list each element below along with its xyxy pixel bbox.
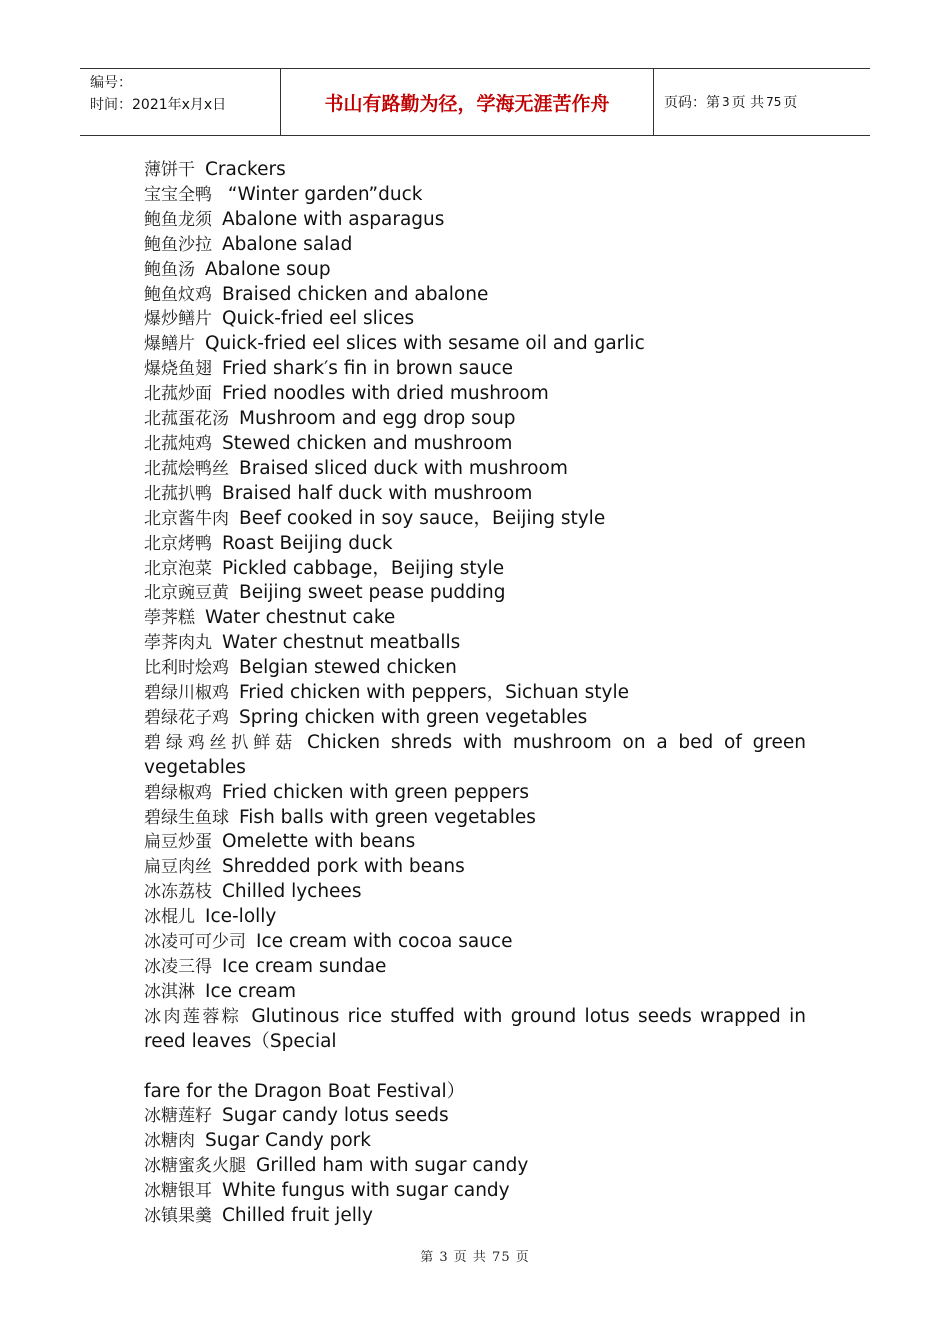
dish-chinese-name: 鲍鱼龙须 [144,209,212,230]
dish-chinese-name: 荸荠糕 [144,608,195,629]
dish-english-name: Ice cream [205,980,297,1002]
dish-english-name: Crackers [205,159,286,180]
dish-chinese-name: 宝宝全鸭 [144,184,212,205]
dish-english-name: Fried shark′s fin in brown sauce [222,358,514,380]
dish-english-name: Grilled ham with sugar candy [256,1155,529,1177]
menu-entry [144,233,806,258]
menu-entry [144,781,806,806]
dish-english-name: Sugar Candy pork [205,1130,371,1152]
dish-chinese-name: 冰糖蜜炙火腿 [144,1156,246,1177]
menu-entry [144,332,806,357]
menu-entry [144,382,806,407]
menu-entry [144,457,806,482]
dish-chinese-name: 比利时烩鸡 [144,658,229,679]
dish-english-name: Braised half duck with mushroom [222,482,533,504]
dish-english-name: Quick-fried eel slices with sesame oil and garlic [205,333,645,355]
dish-english-name: Mushroom and egg drop soup [239,408,516,430]
dish-chinese-name: 北京烤鸭 [144,533,212,554]
menu-entry [144,1104,806,1129]
menu-entry [144,656,806,681]
dish-english-name: Chilled fruit jelly [222,1205,373,1227]
dish-english-name: White fungus with sugar candy [222,1180,510,1202]
menu-entry [144,880,806,905]
header-page-info [654,69,870,135]
dish-chinese-name: 鲍鱼沙拉 [144,234,212,255]
dish-english-name: Water chestnut meatballs [222,632,461,654]
dish-english-name: Ice-lolly [205,906,277,928]
page-current: 3 [722,95,730,109]
dish-english-name: Glutinous rice stuffed with ground lotus seeds wrapped in reed leaves（Special [144,1005,806,1052]
dish-chinese-name: 北京酱牛肉 [144,508,229,529]
dish-chinese-name: 冰糖莲籽 [144,1106,212,1127]
dish-english-name: Abalone with asparagus [222,208,445,230]
page-suffix: 页 [783,95,798,111]
document-time: 时间：2021年x月x日 [90,97,227,113]
menu-entry [144,407,806,432]
dish-english-name: Beijing sweet pease pudding [239,582,506,604]
dish-english-name: Pickled cabbage，Beijing style [222,557,505,579]
dish-chinese-name: 荸荠肉丸 [144,633,212,654]
menu-entry [144,980,806,1005]
dish-chinese-name: 北菰烩鸭丝 [144,458,229,479]
dish-chinese-name: 北菰蛋花汤 [144,409,229,430]
menu-entry [144,357,806,382]
menu-entry [144,581,806,606]
menu-entry [144,1204,806,1229]
dish-english-name: Fried chicken with peppers，Sichuan style [239,682,629,704]
dish-english-name: Spring chicken with green vegetables [239,706,588,728]
dish-english-name: Fish balls with green vegetables [239,806,536,828]
dish-chinese-name: 北京泡菜 [144,558,212,579]
dish-english-name: Fried noodles with dried mushroom [222,383,549,405]
page-prefix: 页码：第 [664,95,720,111]
menu-entry [144,955,806,980]
menu-entry [144,930,806,955]
dish-english-name: Quick-fried eel slices [222,308,415,330]
dish-chinese-name: 北菰炒面 [144,384,212,405]
dish-chinese-name: 爆炒鳝片 [144,309,212,330]
menu-entry [144,855,806,880]
dish-english-name: Chilled lychees [222,881,362,903]
menu-entry [144,507,806,532]
dish-chinese-name: 爆鳝片 [144,334,195,355]
document-number-label: 编号： [90,75,132,91]
menu-entry [144,183,806,208]
menu-entry [144,208,806,233]
dish-english-name: Ice cream with cocoa sauce [256,931,513,953]
dish-chinese-name: 冰冻荔枝 [144,882,212,903]
dish-english-name: “Winter garden”duck [222,183,423,205]
menu-entry [144,307,806,332]
dish-english-name: Sugar candy lotus seeds [222,1105,449,1127]
dish-chinese-name: 北菰扒鸭 [144,483,212,504]
menu-entry [144,606,806,631]
dish-english-name: Chicken shreds with mushroom on a bed of green vegetables [144,731,807,778]
dish-chinese-name: 冰凌三得 [144,957,212,977]
menu-entry [144,681,806,706]
dish-english-name: Abalone soup [205,258,331,280]
dish-english-name: Fried chicken with green peppers [222,781,529,803]
menu-entry [144,1179,806,1204]
dish-english-name: Stewed chicken and mushroom [222,432,513,454]
dish-english-name: Water chestnut cake [205,607,396,629]
dish-english-name: Braised chicken and abalone [222,283,489,305]
dish-chinese-name: 扁豆炒蛋 [144,832,212,853]
dish-chinese-name: 爆烧鱼翅 [144,359,212,380]
menu-entry [144,830,806,855]
menu-entry [144,1154,806,1179]
menu-entry [144,1080,806,1105]
dish-chinese-name: 碧绿椒鸡 [144,782,212,803]
menu-entry [144,706,806,731]
dish-english-name: Braised sliced duck with mushroom [239,457,568,479]
dish-chinese-name: 冰棍儿 [144,907,195,928]
dish-chinese-name: 冰凌可可少司 [144,932,246,953]
menu-entry [144,532,806,557]
header-motto: 书山有路勤为径，学海无涯苦作舟 [281,69,654,135]
menu-entry [144,806,806,831]
dish-english-name: Shredded pork with beans [222,856,465,878]
dish-english-name: Ice cream sundae [222,956,387,977]
blank-line [144,1055,806,1080]
menu-entry [144,158,806,183]
dish-chinese-name: 碧绿生鱼球 [144,807,229,828]
dish-chinese-name: 冰镇果羹 [144,1206,212,1227]
dish-chinese-name: 北京豌豆黄 [144,583,229,604]
menu-entry [144,557,806,582]
dish-chinese-name: 北菰炖鸡 [144,433,212,454]
dish-chinese-name: 扁豆肉丝 [144,857,212,878]
page-total: 75 [766,95,782,109]
menu-entry [144,258,806,283]
menu-entry-list [144,158,806,1229]
page-footer: 第 3 页 共 75 页 [420,1250,530,1265]
page-header [80,68,870,136]
dish-chinese-name: 鲍鱼汤 [144,259,195,280]
dish-english-name: fare for the Dragon Boat Festival） [144,1080,466,1102]
dish-english-name: Abalone salad [222,233,353,255]
dish-chinese-name: 碧绿川椒鸡 [144,683,229,704]
menu-entry [144,731,806,781]
dish-english-name: Omelette with beans [222,831,416,853]
dish-english-name: Beef cooked in soy sauce，Beijing style [239,507,606,529]
menu-entry [144,482,806,507]
dish-chinese-name: 碧绿花子鸡 [144,707,229,728]
dish-english-name: Belgian stewed chicken [239,657,457,679]
dish-english-name: Roast Beijing duck [222,532,393,554]
dish-chinese-name: 冰肉莲蓉粽 [144,1006,242,1027]
menu-entry [144,283,806,308]
dish-chinese-name: 冰糖肉 [144,1131,195,1152]
menu-entry [144,631,806,656]
page-mid: 页 共 [731,95,765,111]
menu-entry [144,1005,806,1055]
header-meta [80,69,281,135]
dish-chinese-name: 碧绿鸡丝扒鲜菇 [144,732,297,753]
dish-chinese-name: 冰淇淋 [144,981,195,1002]
menu-entry [144,1129,806,1154]
dish-chinese-name: 薄饼干 [144,160,195,180]
dish-chinese-name: 鲍鱼炆鸡 [144,284,212,305]
menu-entry [144,905,806,930]
dish-chinese-name: 冰糖银耳 [144,1181,212,1202]
menu-entry [144,432,806,457]
